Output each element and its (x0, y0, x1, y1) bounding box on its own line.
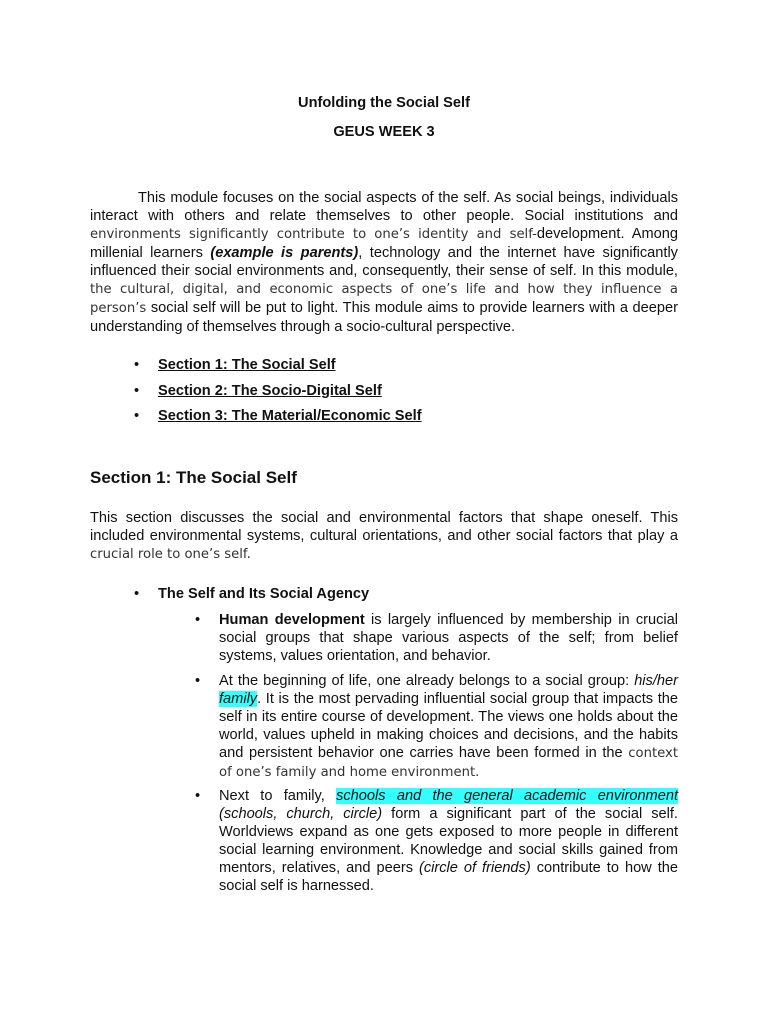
schools-highlight: schools and the general academic environment (336, 788, 679, 804)
subheading-self-social-agency: The Self and Its Social Agency (158, 586, 370, 602)
intro-text-6: the cultural, digital, and economic aspects of one’s life and how they influence a person’s (90, 282, 678, 316)
schools-emphasis: (schools, church, circle) (219, 806, 383, 822)
toc-item[interactable] (90, 407, 678, 433)
section-1-intro-text-b: crucial role to one’s self. (90, 547, 251, 562)
family-emphasis-1: his/her (634, 673, 678, 689)
schools-text-a: Next to family, (219, 788, 337, 804)
intro-text-1: This module focuses on the social aspects of the self. As social beings, individuals interact with others and relate themselves to other people. Social institutions and (90, 190, 678, 224)
family-text-b: . It is the most pervading influential social group that impacts the self in its entire course of development. The views one holds about the world, values upheld in making choices and decisions, and the habits and persistent behavior one carries have been formed in the (219, 691, 678, 761)
intro-emphasis: (example is parents) (210, 245, 359, 261)
family-highlight: family (219, 691, 258, 707)
bullet-human-development (219, 611, 678, 665)
section-1-heading: Section 1: The Social Self (90, 468, 297, 487)
intro-text-2: environments significantly contribute to one’s identity and self- (90, 227, 537, 242)
schools-text-b: form a significant part of the social self. Worldviews expand as one gets exposed to more people in different social learning environment. Knowledge and social skills gained from mentors, relatives, and peers (219, 806, 678, 876)
family-text-c: context of one’s family and home environment. (219, 746, 678, 780)
human-development-text: is largely influenced by membership in crucial social groups that shape various aspects of the self; from belief systems, values orientation, and behavior. (219, 612, 679, 664)
intro-text-5: , technology and the internet have significantly influenced their social environments and, consequently, their sense of self. In this module, (90, 245, 678, 279)
bullet-family (219, 672, 678, 782)
document-subtitle: GEUS WEEK 3 (333, 124, 435, 140)
intro-paragraph (90, 189, 678, 336)
toc-link-section-1[interactable]: Section 1: The Social Self (158, 357, 336, 373)
section-1-intro-text-a: This section discusses the social and environmental factors that shape oneself. This included environmental systems, cultural orientations, and other social factors that play a (90, 510, 678, 544)
bullet-icon: • (134, 357, 140, 373)
bullet-icon: • (134, 382, 140, 399)
toc-link-section-3[interactable]: Section 3: The Material/Economic Self (158, 408, 422, 424)
schools-emphasis-2: (circle of friends) (418, 860, 531, 876)
toc-item[interactable] (90, 356, 678, 382)
bullet-schools (219, 787, 678, 895)
toc-item[interactable] (90, 382, 678, 408)
section-1-intro (90, 509, 678, 564)
bullet-icon: • (134, 408, 140, 424)
bullet-icon: • (134, 586, 140, 602)
toc-list (90, 356, 678, 433)
document-title: Unfolding the Social Self (298, 95, 470, 111)
toc-link-section-2[interactable]: Section 2: The Socio-Digital Self (158, 382, 382, 399)
intro-text-7: social self will be put to light. This module aims to provide learners with a deeper understanding of themselves through a socio-cultural perspective. (90, 300, 678, 335)
human-development-term: Human development (219, 612, 365, 628)
bullet-icon: • (195, 673, 201, 689)
bullet-icon: • (195, 612, 201, 628)
family-text-a: At the beginning of life, one already belongs to a social group: (219, 673, 635, 689)
bullet-icon: • (195, 788, 201, 804)
schools-text-c: contribute to how the social self is harnessed. (219, 860, 678, 894)
intro-text-3: development. Among millenial learners (90, 226, 678, 261)
